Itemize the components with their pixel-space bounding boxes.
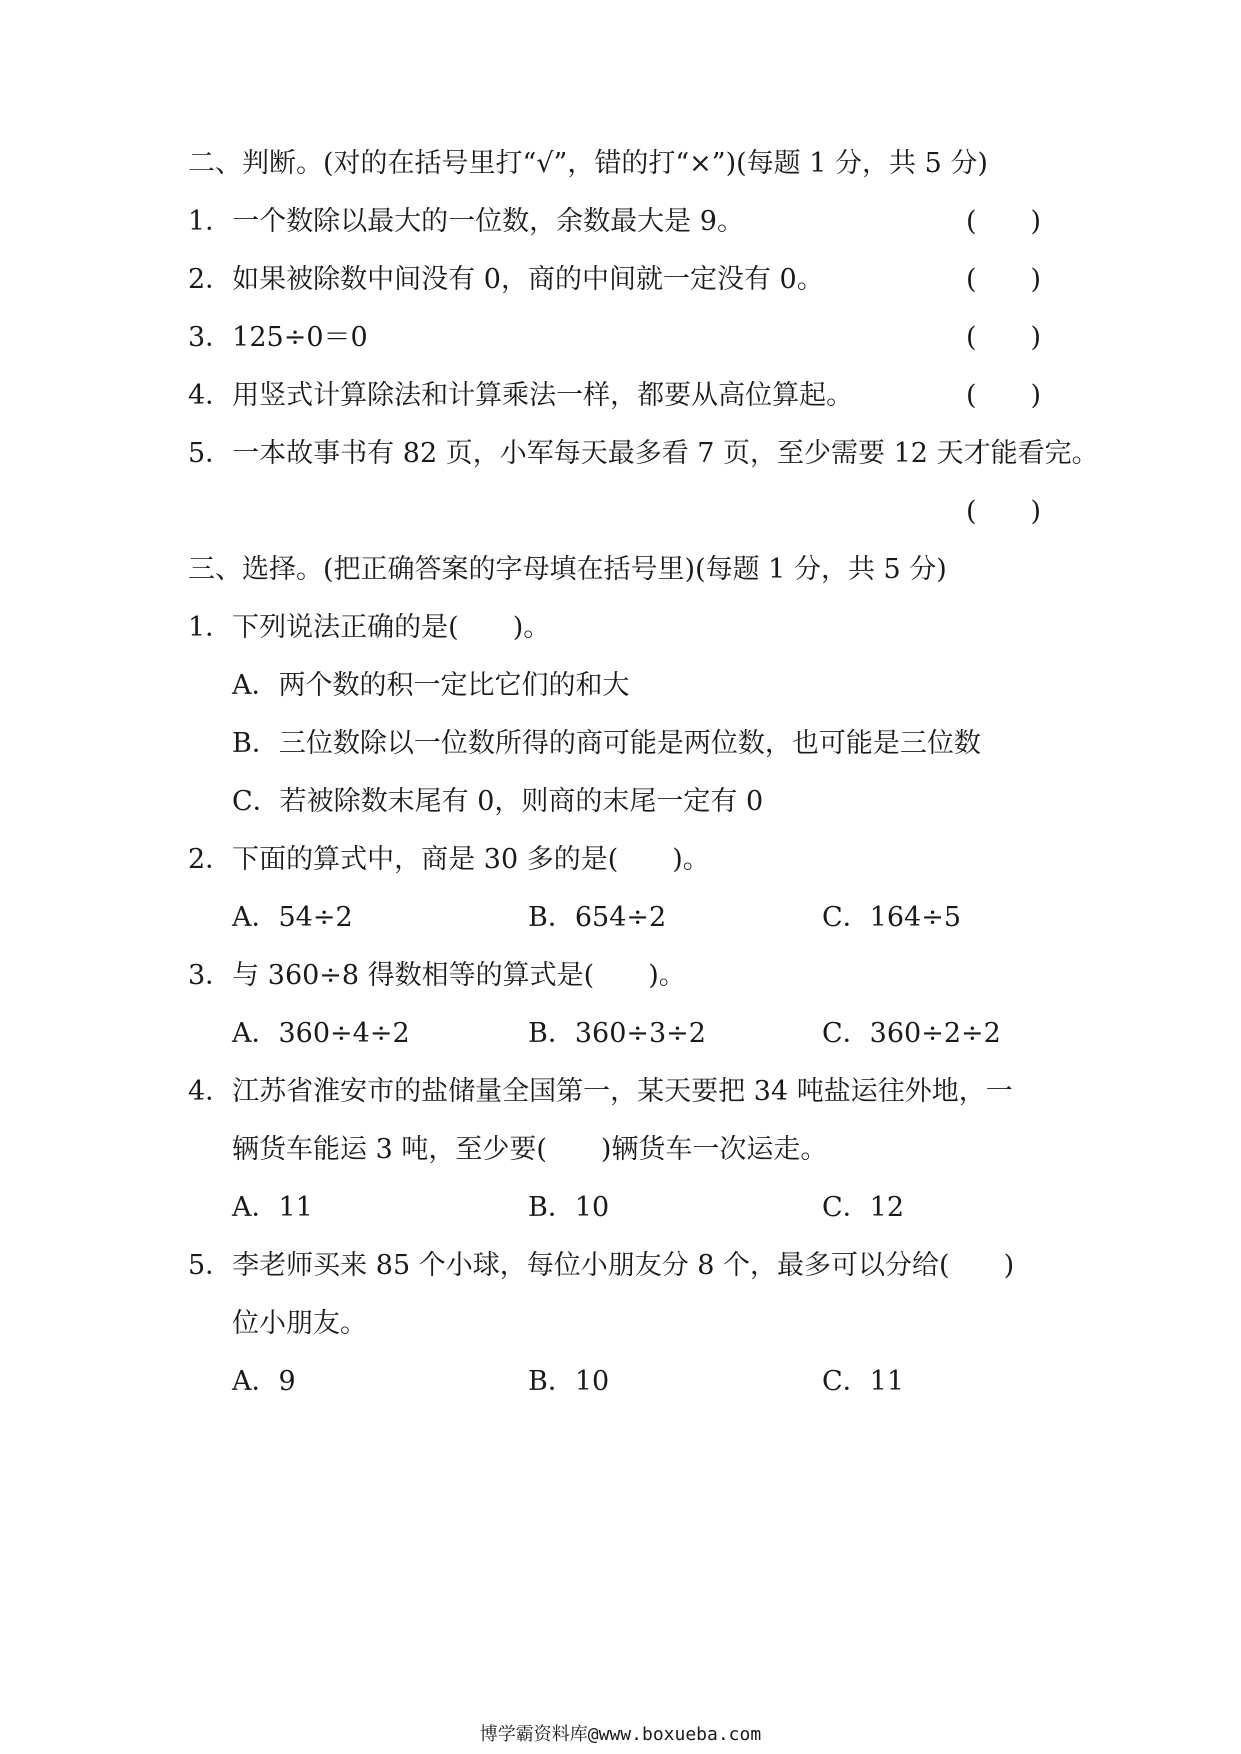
section-judge-title: 二、判断。(对的在括号里打“√”，错的打“×”)(每题 1 分，共 5 分) bbox=[188, 148, 988, 179]
section-choice-title: 三、选择。(把正确答案的字母填在括号里)(每题 1 分，共 5 分) bbox=[188, 554, 947, 585]
choice-q4-option-b: B．10 bbox=[528, 1192, 610, 1223]
judge-answer-paren-4: ( ) bbox=[966, 380, 1042, 411]
choice-q4-option-a: A．11 bbox=[232, 1192, 313, 1223]
choice-q4-stem-line2: 辆货车能运 3 吨，至少要( )辆货车一次运走。 bbox=[232, 1134, 828, 1165]
choice-q2-option-c: C．164÷5 bbox=[822, 902, 961, 933]
choice-q5-stem-line1: 5．李老师买来 85 个小球，每位小朋友分 8 个，最多可以分给( ) bbox=[188, 1250, 1015, 1281]
judge-item-1: 1．一个数除以最大的一位数，余数最大是 9。 bbox=[188, 206, 744, 237]
choice-q1-option-c: C．若被除数末尾有 0，则商的末尾一定有 0 bbox=[232, 786, 764, 817]
footer-watermark: 博学霸资料库@www.boxueba.com bbox=[479, 1724, 762, 1745]
judge-answer-paren-3: ( ) bbox=[966, 322, 1042, 353]
choice-q4-option-c: C．12 bbox=[822, 1192, 905, 1223]
choice-q3-option-a: A．360÷4÷2 bbox=[232, 1018, 410, 1049]
judge-answer-paren-5: ( ) bbox=[966, 496, 1042, 527]
judge-item-3: 3．125÷0＝0 bbox=[188, 322, 368, 353]
judge-answer-paren-2: ( ) bbox=[966, 264, 1042, 295]
choice-q5-option-c: C．11 bbox=[822, 1366, 905, 1397]
choice-q4-stem-line1: 4．江苏省淮安市的盐储量全国第一，某天要把 34 吨盐运往外地，一 bbox=[188, 1076, 1013, 1107]
choice-q2-option-a: A．54÷2 bbox=[232, 902, 353, 933]
choice-q5-option-a: A．9 bbox=[232, 1366, 296, 1397]
judge-item-2: 2．如果被除数中间没有 0，商的中间就一定没有 0。 bbox=[188, 264, 824, 295]
choice-q2-stem: 2．下面的算式中，商是 30 多的是( )。 bbox=[188, 844, 710, 875]
judge-item-4: 4．用竖式计算除法和计算乘法一样，都要从高位算起。 bbox=[188, 380, 854, 411]
judge-answer-paren-1: ( ) bbox=[966, 206, 1042, 237]
choice-q5-option-b: B．10 bbox=[528, 1366, 610, 1397]
choice-q3-stem: 3．与 360÷8 得数相等的算式是( )。 bbox=[188, 960, 686, 991]
choice-q1-option-a: A．两个数的积一定比它们的和大 bbox=[232, 670, 630, 701]
choice-q2-option-b: B．654÷2 bbox=[528, 902, 667, 933]
choice-q3-option-b: B．360÷3÷2 bbox=[528, 1018, 706, 1049]
choice-q3-option-c: C．360÷2÷2 bbox=[822, 1018, 1001, 1049]
choice-q1-stem: 1．下列说法正确的是( )。 bbox=[188, 612, 551, 643]
choice-q1-option-b: B．三位数除以一位数所得的商可能是两位数，也可能是三位数 bbox=[232, 728, 981, 759]
choice-q5-stem-line2: 位小朋友。 bbox=[232, 1308, 367, 1339]
judge-item-5: 5．一本故事书有 82 页，小军每天最多看 7 页，至少需要 12 天才能看完。 bbox=[188, 438, 1099, 469]
